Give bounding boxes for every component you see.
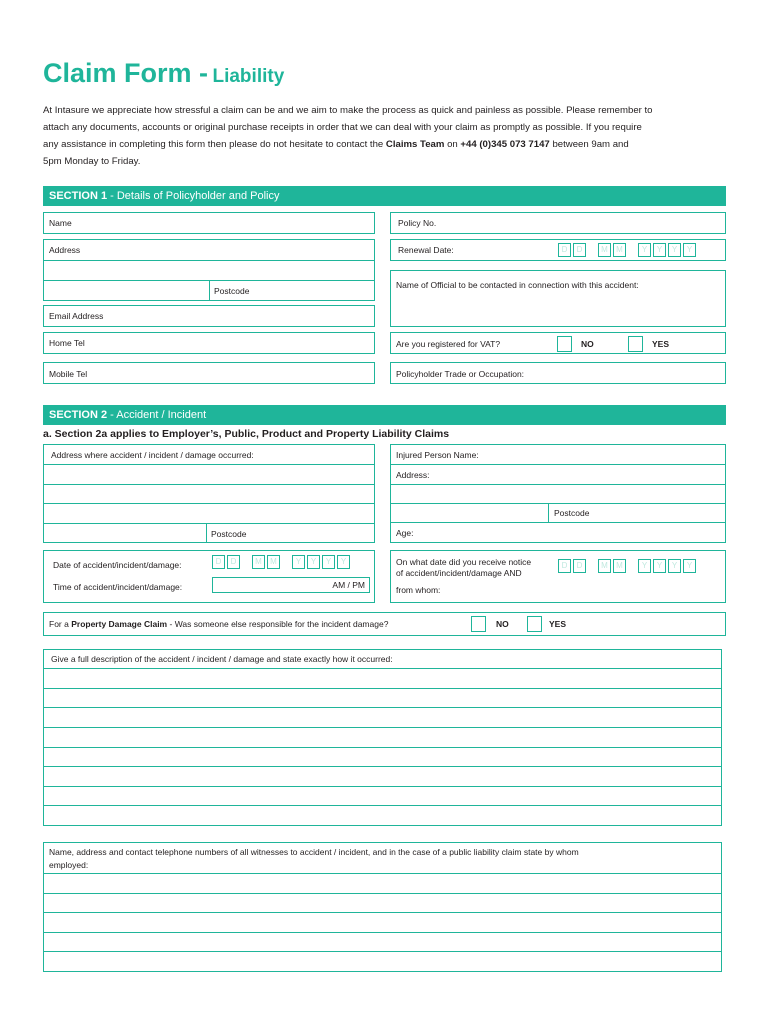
date-cell[interactable]: M xyxy=(252,555,265,569)
date-cell[interactable]: Y xyxy=(683,559,696,573)
trade-label: Policyholder Trade or Occupation: xyxy=(396,369,525,379)
date-cell[interactable]: Y xyxy=(337,555,350,569)
section-1-number: SECTION 1 xyxy=(49,190,108,202)
pd-yes-checkbox[interactable] xyxy=(527,616,542,632)
vat-no-checkbox[interactable] xyxy=(557,336,572,352)
address-label: Address xyxy=(49,245,81,255)
date-cell[interactable]: Y xyxy=(307,555,320,569)
date-cell[interactable]: M xyxy=(613,243,626,257)
witnesses-field[interactable] xyxy=(43,842,722,972)
email-field[interactable] xyxy=(43,305,375,327)
intro-line-3-post: between 9am and xyxy=(552,139,629,150)
date-cell[interactable]: Y xyxy=(292,555,305,569)
injured-person-field[interactable] xyxy=(390,444,726,543)
injured-postcode-label: Postcode xyxy=(554,508,590,518)
vat-yes-checkbox[interactable] xyxy=(628,336,643,352)
intro-line-1: At Intasure we appreciate how stressful a claim can be and we aim to make the process as quick and painless as possible. Please remember to xyxy=(43,105,653,116)
date-cell[interactable]: D xyxy=(573,243,586,257)
intro-line-4: 5pm Monday to Friday. xyxy=(43,156,141,167)
vat-question: Are you registered for VAT? xyxy=(396,339,501,349)
date-cell[interactable]: D xyxy=(573,559,586,573)
home-tel-label: Home Tel xyxy=(49,338,85,348)
accident-date-label: Date of accident/incident/damage: xyxy=(53,560,182,570)
title-sub: Liability xyxy=(212,66,285,87)
name-field[interactable] xyxy=(43,212,375,234)
official-label: Name of Official to be contacted in connection with this accident: xyxy=(396,280,639,290)
accident-postcode-label: Postcode xyxy=(211,529,247,539)
policy-no-field[interactable] xyxy=(390,212,726,234)
date-cell[interactable]: M xyxy=(598,243,611,257)
from-whom-label: from whom: xyxy=(396,585,441,595)
date-cell[interactable]: Y xyxy=(668,243,681,257)
section-2-title: - Accident / Incident xyxy=(110,409,207,421)
pd-no-checkbox[interactable] xyxy=(471,616,486,632)
vat-yes-label: YES xyxy=(652,339,670,349)
date-cell[interactable]: Y xyxy=(638,559,651,573)
injured-address-label: Address: xyxy=(396,470,430,480)
postcode-label: Postcode xyxy=(214,286,250,296)
address-field[interactable] xyxy=(43,239,375,301)
section-1-header xyxy=(43,186,726,206)
mobile-tel-label: Mobile Tel xyxy=(49,369,88,379)
mobile-tel-field[interactable] xyxy=(43,362,375,384)
title-main: Claim Form - xyxy=(43,58,209,88)
am-pm-label: AM / PM xyxy=(332,580,365,590)
notice-label-1: On what date did you receive notice xyxy=(396,557,532,567)
pd-bold: Property Damage Claim xyxy=(71,619,168,629)
intro-text xyxy=(43,102,733,170)
claims-team: Claims Team xyxy=(385,139,445,150)
notice-label-2: of accident/incident/damage AND xyxy=(396,568,522,578)
date-cell[interactable]: M xyxy=(267,555,280,569)
date-cell[interactable]: D xyxy=(558,559,571,573)
property-damage-field xyxy=(43,612,726,636)
pd-no-label: NO xyxy=(496,619,509,629)
accident-address-field[interactable] xyxy=(43,444,375,543)
date-cell[interactable]: Y xyxy=(683,243,696,257)
trade-field[interactable] xyxy=(390,362,726,384)
policy-no-label: Policy No. xyxy=(398,218,437,228)
intro-line-3-pre: any assistance in completing this form then please do not hesitate to contact the xyxy=(43,139,384,150)
date-cell[interactable]: D xyxy=(227,555,240,569)
property-damage-question xyxy=(49,619,388,629)
date-cell[interactable]: Y xyxy=(638,243,651,257)
vat-field xyxy=(390,332,726,354)
name-label: Name xyxy=(49,218,72,228)
date-cell[interactable]: Y xyxy=(653,559,666,573)
official-field[interactable] xyxy=(390,270,726,327)
injured-name-label: Injured Person Name: xyxy=(396,450,479,460)
date-cell[interactable]: Y xyxy=(668,559,681,573)
pd-pre: For a xyxy=(49,619,69,629)
date-cell[interactable]: Y xyxy=(322,555,335,569)
renewal-date-field xyxy=(390,239,726,261)
notice-date-field xyxy=(390,550,726,603)
description-field[interactable] xyxy=(43,649,722,826)
date-cell[interactable]: D xyxy=(558,243,571,257)
section-2-number: SECTION 2 xyxy=(49,409,108,421)
intro-line-2: attach any documents, accounts or original purchase receipts in order that we can deal with your claim as promptly as possible. If you require xyxy=(43,122,642,133)
page-title xyxy=(43,58,284,89)
pd-yes-label: YES xyxy=(549,619,567,629)
accident-address-label: Address where accident / incident / damage occurred: xyxy=(51,450,254,460)
date-cell[interactable]: M xyxy=(613,559,626,573)
vat-no-label: NO xyxy=(581,339,594,349)
email-label: Email Address xyxy=(49,311,104,321)
renewal-date-label: Renewal Date: xyxy=(398,245,454,255)
date-cell[interactable]: D xyxy=(212,555,225,569)
accident-time-label: Time of accident/incident/damage: xyxy=(53,582,183,592)
pd-post: - Was someone else responsible for the incident damage? xyxy=(169,619,389,629)
section-1-title: - Details of Policyholder and Policy xyxy=(110,190,280,202)
intro-line-3 xyxy=(43,136,733,153)
accident-time-input[interactable] xyxy=(212,577,370,593)
accident-date-time-field xyxy=(43,550,375,603)
description-label: Give a full description of the accident / incident / damage and state exactly how it occurred: xyxy=(51,654,393,664)
section-2a-heading: a. Section 2a applies to Employer’s, Public, Product and Property Liability Claims xyxy=(43,428,450,440)
section-2-header xyxy=(43,405,726,425)
claims-phone: +44 (0)345 073 7147 xyxy=(460,139,550,150)
witness-label-1: Name, address and contact telephone numbers of all witnesses to accident / incident, and in the case of a public liability claim state by whom xyxy=(49,847,579,857)
witness-label-2: employed: xyxy=(49,860,89,870)
date-cell[interactable]: Y xyxy=(653,243,666,257)
date-cell[interactable]: M xyxy=(598,559,611,573)
intro-on: on xyxy=(447,139,458,150)
home-tel-field[interactable] xyxy=(43,332,375,354)
age-label: Age: xyxy=(396,528,414,538)
